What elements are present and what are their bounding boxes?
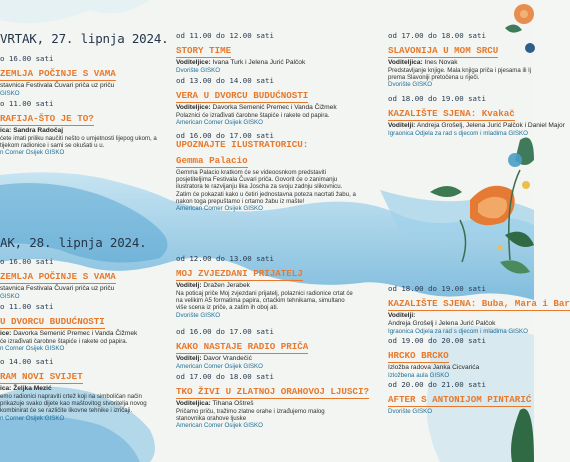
event-title: TKO ŽIVI U ZLATNOJ ORAHOVOJ LJUSCI? [176,386,369,397]
event-item [0,257,190,301]
event-title: ZEMLJA POČINJE S VAMA [0,271,116,282]
event-location: Dvorište GISKO [176,311,221,319]
event-desc: stavnica Festivala Čuvari priča uz priču [0,285,115,292]
event-time: od 18.00 do 19.00 sati [388,284,486,293]
event-lead [176,400,366,408]
event-desc: Na poticaj priče Moj zvjezdani prijatelj, polaznici radionice crtat će na velikim A5 formatima papira, crtaćkim tehnikama, simultano više scena iz priče, a zatim ih oboj ati. [176,290,353,312]
event-lead [0,330,165,338]
event-time: o 14.00 sati [0,357,54,366]
event-location: Igraonica Odjela za rad s djecom i mladima GISKO [388,328,528,335]
event-desc: Pričamo priču, tražimo zlatne orahe i izrađujemo malog stanovnika orahove ljuske [176,408,325,423]
event-lead [388,59,534,67]
event-item [176,372,369,430]
event-location: American Corner Osijek GISKO [176,363,263,370]
event-time: od 19.00 do 20.00 sati [388,336,486,345]
event-item [0,357,150,423]
event-lead-label: Voditelji: [388,312,416,319]
event-lead-label: Voditeljice: [176,104,211,111]
event-title: SLAVONIJA U MOM SRCU [388,45,499,56]
event-title: MOJ ZVJEZDANI PRIJATELJ [176,268,303,279]
event-item [388,284,570,336]
event-title: STORY TIME [176,45,232,56]
event-time: od 16.00 do 17.00 sati [176,131,274,140]
event-item [176,327,366,371]
event-lead [0,127,160,135]
event-lead-text: Andreja Grošelj, Jelena Jurić Palčok i Daniel Major [415,122,565,129]
event-lead-text: Davorka Semenić Premec i Vanda Čižmek [210,104,337,111]
event-lead [176,355,366,363]
event-lead-label: ice: [0,330,12,337]
event-desc: Polaznici će izrađivati čarobne štapiće i rakete od papira. [176,112,330,119]
event-item [176,76,366,127]
event-lead-label: ica: Željka Mezić [0,385,52,392]
event-desc: stavnica Festivala Čuvari priča uz priču [0,82,115,89]
event-lead [388,122,565,130]
event-title: U DVORCU BUDUĆNOSTI [0,316,105,327]
event-title: HRCKO BRCKO [388,350,449,361]
event-location: Igraonica Odjela za rad s djecom i mladima GISKO [388,130,528,137]
event-time: od 16.00 do 17.00 sati [176,327,274,336]
event-lead-label: ica: Sandra Radočaj [0,127,64,134]
event-lead [176,282,356,290]
event-location: n Corner Osijek GISKO [0,345,65,353]
event-title: VERA U DVORCU BUDUĆNOSTI [176,90,309,101]
event-lead [176,104,366,112]
event-desc: Izložba radova Janka Cicvarića [388,364,480,371]
event-item [176,31,366,75]
day-heading: VRTAK, 27. lipnja 2024. [0,31,169,46]
event-location: GISKO [0,293,20,300]
event-location: Izložbena aula GISKO [388,372,450,379]
event-lead-label: Voditeljica: [388,59,423,66]
event-location: Dvorište GISKO [388,81,433,89]
event-desc: Predstavljanje knjige. Mala knjiga priča i pjesama ili lj prema Slavoniji pretočena u riječi. [388,67,531,82]
event-lead-text: Davorka Semenić Premec i Vanda Čižmek [11,330,138,337]
event-location: American Corner Osijek GISKO [176,205,263,213]
event-location: Dvorište GISKO [176,67,221,74]
event-time: od 12.00 do 13.00 sati [176,254,274,263]
event-lead-label: Voditeljice: [176,59,211,66]
event-title: KAKO NASTAJE RADIO PRIČA [176,341,309,352]
event-desc: Andreja Grošelj i Jelena Jurić Palčok [388,320,496,327]
event-location: n Corner Osijek GISKO [0,149,65,157]
event-lead-text: Ines Novak [422,59,458,66]
event-lead-text: Ivana Turk i Jelena Jurić Palčok [210,59,306,66]
event-lead-text: Davor Vrandečić [201,355,252,362]
event-lead-text: Tihana Oštreš [210,400,254,407]
event-desc: emo radionici napraviti crtež koji na simboličan način prikazuje svako dijete kao maštovitog stvoritelja novog kombinirat će se različite likovne tehnike i izričaji. [0,393,147,415]
event-location: n Corner Osijek GISKO [0,414,65,422]
event-location: American Corner Osijek GISKO [176,119,263,127]
event-time: od 13.00 do 14.00 sati [176,76,274,85]
event-item [388,336,534,380]
event-lead-label: Voditelj: [176,282,202,289]
event-item [0,302,165,353]
event-time: o 16.00 sati [0,257,54,266]
event-title-2: Gemma Palacio [176,155,248,166]
event-item [388,380,534,416]
event-title: RAM NOVI SVIJET [0,371,83,382]
event-time: od 11.00 do 12.00 sati [176,31,274,40]
event-title: ZEMLJA POČINJE S VAMA [0,68,116,79]
event-lead-label: Voditeljica: [176,400,211,407]
event-time: o 11.00 sati [0,302,54,311]
event-lead-label: Voditelj: [176,355,202,362]
event-item [0,54,190,98]
event-lead [176,59,366,67]
event-lead-label: Voditelji: [388,122,416,129]
event-time: od 17.00 do 18.00 sati [388,31,486,40]
event-desc: ćete imati priliku naučiti nešto o umjetnosti lijepog ukom, a tijekom radionice i sami se okušati u u. [0,135,157,150]
event-title: KAZALIŠTE SJENA: Buba, Mara i Bar [388,298,570,309]
event-location: American Corner Osijek GISKO [176,422,263,430]
event-item [176,254,356,320]
event-item [388,31,534,89]
event-title: AFTER S ANTONIJOM PINTARIĆ [388,394,532,405]
event-location: GISKO [0,90,20,97]
event-lead-text: Dražen Jerabek [201,282,250,289]
event-time: o 11.00 sati [0,99,54,108]
event-desc: Gemma Palacio kratkom će se videoosnkom predstaviti posjetiteljima Festivala Čuvari priča. Govorit će o zanimanju ilustratora te razvijanju lika Joscha za svoju zadnju slikovnicu. Zatim će pokazati kako u četiri jednostavna poteza nacrtati žabu, a nakon toga prepuštamo i crtamo žabu iz mašte! [176,169,356,205]
event-time: od 20.00 do 21.00 sati [388,380,486,389]
event-time: od 18.00 do 19.00 sati [388,94,486,103]
event-item [176,131,358,213]
event-time: od 17.00 do 18.00 sati [176,372,274,381]
event-location: Dvorište GISKO [388,408,433,415]
event-item [0,99,160,157]
event-title: RAFIJA-ŠTO JE TO? [0,113,94,124]
event-lead [0,385,150,393]
event-lead [388,312,534,320]
event-time: o 16.00 sati [0,54,54,63]
day-heading: AK, 28. lipnja 2024. [0,235,147,250]
event-title: UPOZNAJTE ILUSTRATORICU: [176,139,309,150]
event-item [388,94,565,138]
event-desc: će izrađivati čarobne štapiće i rakete od papira. [0,338,128,345]
event-title: KAZALIŠTE SJENA: Kvakač [388,108,515,119]
